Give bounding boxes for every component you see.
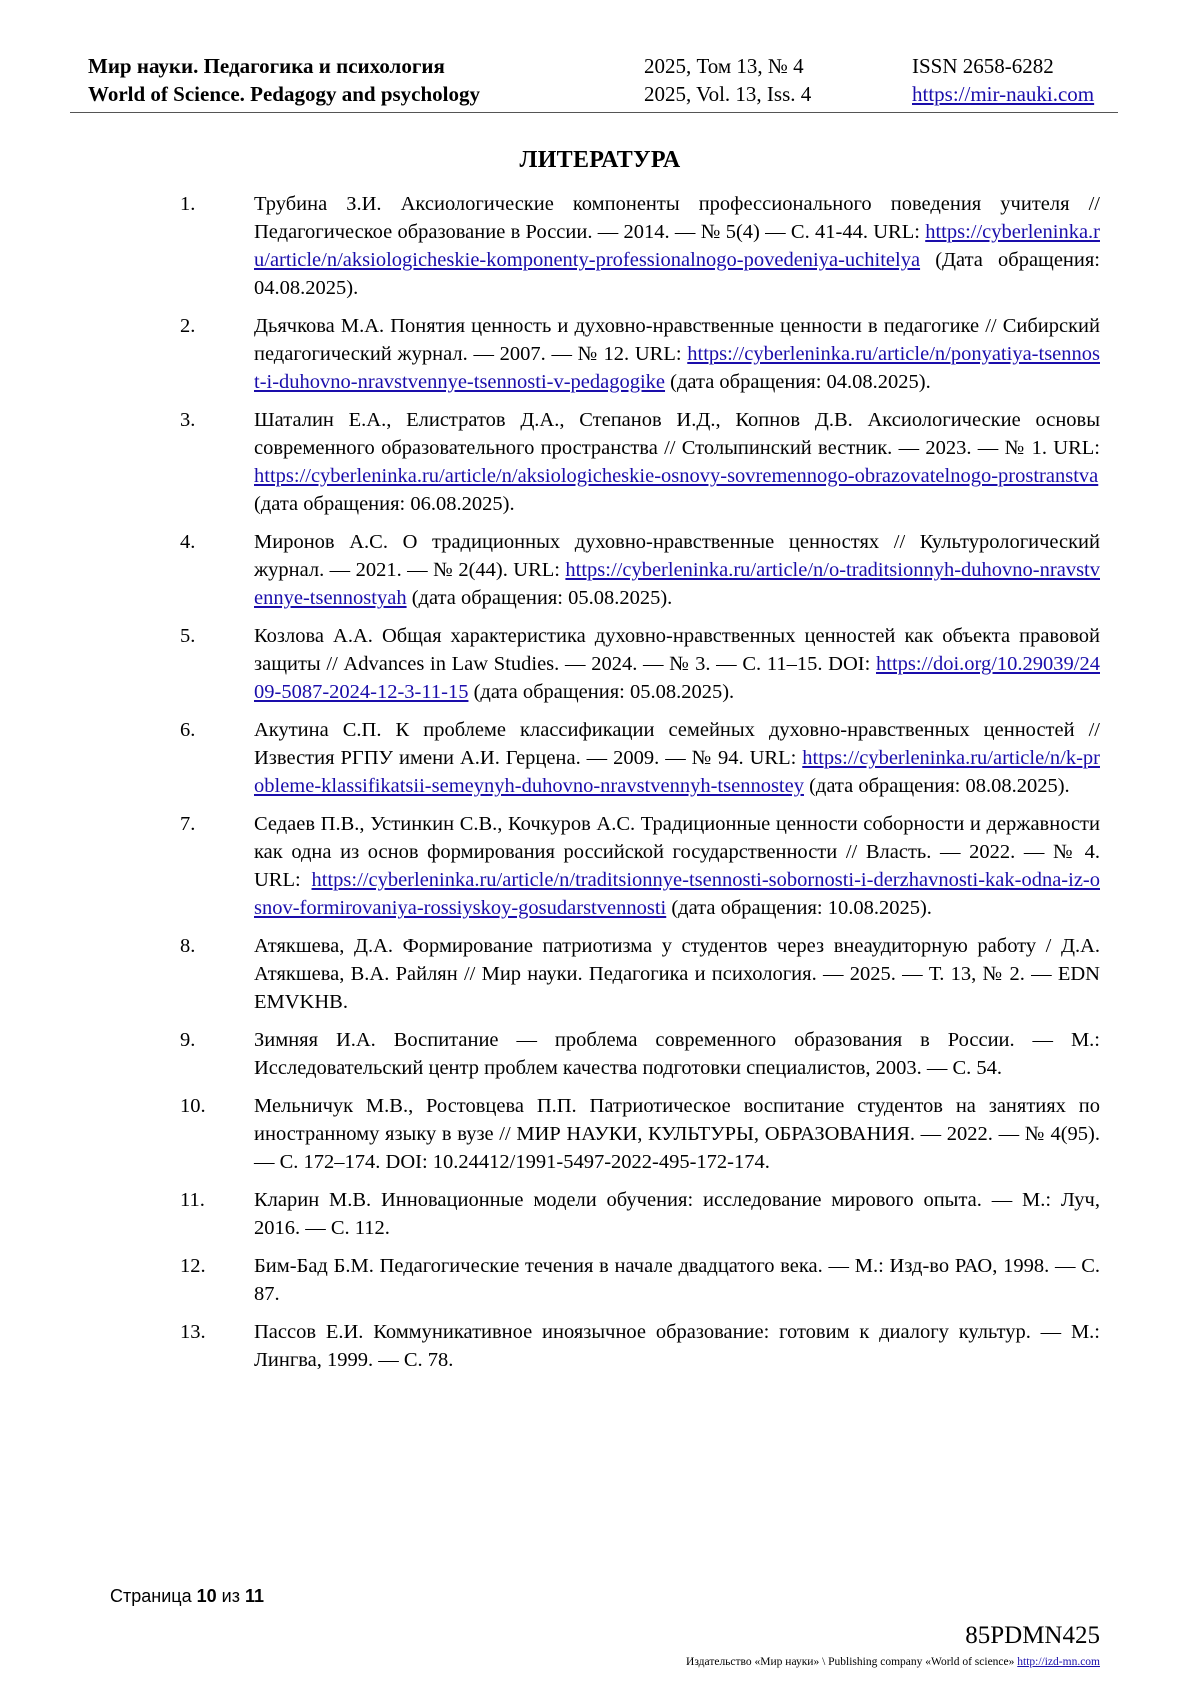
- reference-item: [180, 1186, 1100, 1242]
- reference-number: 9.: [180, 1029, 196, 1051]
- reference-citation: Миронов А.С. О традиционных духовно-нравственные ценностях // Культурологический журнал. — 2021. — № 2(44). URL:: [254, 531, 1100, 581]
- reference-access-date: (дата обращения: 05.08.2025).: [406, 587, 673, 609]
- reference-item: [180, 190, 1100, 302]
- reference-item: [180, 1318, 1100, 1374]
- page-current: 10: [196, 1586, 217, 1606]
- reference-text: [254, 528, 1100, 612]
- reference-item: [180, 622, 1100, 706]
- issue-info-en: 2025, Vol. 13, Iss. 4: [644, 82, 812, 106]
- reference-citation: Трубина З.И. Аксиологические компоненты профессионального поведения учителя // Педагогическое образование в России. — 2014. — № 5(4) — С. 41-44. URL:: [254, 193, 1100, 243]
- issue-info-ru: 2025, Том 13, № 4: [644, 54, 804, 78]
- reference-text: [254, 1092, 1100, 1176]
- reference-citation: Атякшева, Д.А. Формирование патриотизма у студентов через внеаудиторную работу / Д.А. Атякшева, В.А. Райлян // Мир науки. Педагогика и психология. — 2025. — Т. 13, № 2. — EDN EMVKHB.: [254, 935, 1100, 1013]
- reference-number: 4.: [180, 531, 196, 553]
- reference-number: 10.: [180, 1095, 206, 1117]
- header-row-en: [88, 80, 1120, 108]
- reference-text: [254, 1318, 1100, 1374]
- reference-citation: Кларин М.В. Инновационные модели обучения: исследование мирового опыта. — М.: Луч, 2016. — С. 112.: [254, 1189, 1100, 1239]
- reference-citation: Пассов Е.И. Коммуникативное иноязычное образование: готовим к диалогу культур. — М.: Лингва, 1999. — С. 78.: [254, 1321, 1100, 1371]
- reference-text: [254, 1186, 1100, 1242]
- reference-text: [254, 810, 1100, 922]
- journal-site-link[interactable]: https://mir-nauki.com: [912, 82, 1095, 106]
- reference-text: [254, 312, 1100, 396]
- reference-access-date: (дата обращения: 08.08.2025).: [803, 775, 1070, 797]
- reference-item: [180, 1092, 1100, 1176]
- publisher-line: [686, 1656, 1100, 1668]
- reference-number: 6.: [180, 719, 196, 741]
- reference-item: [180, 716, 1100, 800]
- reference-number: 1.: [180, 193, 196, 215]
- reference-number: 7.: [180, 813, 196, 835]
- reference-number: 5.: [180, 625, 196, 647]
- reference-text: [254, 1026, 1100, 1082]
- section-title: ЛИТЕРАТУРА: [519, 147, 681, 173]
- reference-list: [180, 190, 1100, 1384]
- page-counter: [110, 1586, 264, 1607]
- reference-text: [254, 406, 1100, 518]
- journal-header: [88, 52, 1120, 108]
- reference-link[interactable]: https://doi.org/10.29039/2409-5087-2024-12-3-11-15: [254, 653, 1100, 703]
- reference-access-date: (дата обращения: 04.08.2025).: [665, 371, 931, 393]
- reference-number: 2.: [180, 315, 196, 337]
- issn: ISSN 2658-6282: [912, 54, 1054, 78]
- reference-link[interactable]: https://cyberleninka.ru/article/n/o-traditsionnyh-duhovno-nravstvennye-tsennostyah: [254, 559, 1100, 609]
- reference-number: 3.: [180, 409, 196, 431]
- reference-number: 12.: [180, 1255, 206, 1277]
- reference-access-date: (Дата обращения: 04.08.2025).: [254, 249, 1100, 299]
- header-row-ru: [88, 52, 1120, 80]
- reference-number: 11.: [180, 1189, 205, 1211]
- article-code: 85PDMN425: [965, 1622, 1100, 1649]
- reference-link[interactable]: https://cyberleninka.ru/article/n/k-probleme-klassifikatsii-semeynyh-duhovno-nravstvennyh-tsennostey: [254, 747, 1100, 797]
- reference-text: [254, 622, 1100, 706]
- reference-item: [180, 312, 1100, 396]
- journal-title-ru: Мир науки. Педагогика и психология: [88, 54, 445, 78]
- reference-text: [254, 716, 1100, 800]
- reference-citation: Зимняя И.А. Воспитание — проблема современного образования в России. — М.: Исследовательский центр проблем качества подготовки специалистов, 2003. — С. 54.: [254, 1029, 1100, 1079]
- reference-item: [180, 1252, 1100, 1308]
- reference-item: [180, 810, 1100, 922]
- publisher-link[interactable]: http://izd-mn.com: [1017, 1656, 1100, 1668]
- publisher-text: Издательство «Мир науки» \ Publishing company «World of science»: [686, 1656, 1015, 1668]
- reference-number: 8.: [180, 935, 196, 957]
- reference-access-date: (дата обращения: 05.08.2025).: [468, 681, 735, 703]
- reference-citation: Седаев П.В., Устинкин С.В., Кочкуров А.С. Традиционные ценности соборности и державности как одна из основ формирования российской государственности // Власть. — 2022. — № 4. URL:: [254, 813, 1100, 891]
- reference-citation: Козлова А.А. Общая характеристика духовно-нравственных ценностей как объекта правовой защиты // Advances in Law Studies. — 2024. — № 3. — С. 11–15. DOI:: [254, 625, 1100, 675]
- page-of: из: [221, 1586, 240, 1606]
- reference-citation: Акутина С.П. К проблеме классификации семейных духовно-нравственных ценностей // Известия РГПУ имени А.И. Герцена. — 2009. — № 94. URL:: [254, 719, 1100, 769]
- reference-item: [180, 528, 1100, 612]
- reference-link[interactable]: https://cyberleninka.ru/article/n/ponyatiya-tsennost-i-duhovno-nravstvennye-tsennosti-v-pedagogike: [254, 343, 1100, 393]
- page-prefix: Страница: [110, 1586, 192, 1606]
- journal-title-en: World of Science. Pedagogy and psychology: [88, 82, 481, 106]
- reference-citation: Шаталин Е.А., Елистратов Д.А., Степанов И.Д., Копнов Д.В. Аксиологические основы современного образовательного пространства // Столыпинский вестник. — 2023. — № 1. URL:: [254, 409, 1100, 459]
- reference-link[interactable]: https://cyberleninka.ru/article/n/traditsionnye-tsennosti-sobornosti-i-derzhavnosti-kak-odna-iz-osnov-formirovaniya-rossiyskoy-gosudarstvennosti: [254, 869, 1100, 919]
- reference-item: [180, 406, 1100, 518]
- header-divider: [70, 112, 1118, 113]
- reference-number: 13.: [180, 1321, 206, 1343]
- reference-text: [254, 932, 1100, 1016]
- reference-text: [254, 190, 1100, 302]
- reference-citation: Дьячкова М.А. Понятия ценность и духовно-нравственные ценности в педагогике // Сибирский педагогический журнал. — 2007. — № 12. URL:: [254, 315, 1100, 365]
- reference-citation: Бим-Бад Б.М. Педагогические течения в начале двадцатого века. — М.: Изд-во РАО, 1998. — С. 87.: [254, 1255, 1100, 1305]
- reference-link[interactable]: https://cyberleninka.ru/article/n/aksiologicheskie-osnovy-sovremennogo-obrazovatelnogo-prostranstva: [254, 465, 1099, 487]
- reference-access-date: (дата обращения: 06.08.2025).: [254, 493, 515, 515]
- reference-citation: Мельничук М.В., Ростовцева П.П. Патриотическое воспитание студентов на занятиях по иностранному языку в вузе // МИР НАУКИ, КУЛЬТУРЫ, ОБРАЗОВАНИЯ. — 2022. — № 4(95). — С. 172–174. DOI: 10.24412/1991-5497-2022-495-172-174.: [254, 1095, 1100, 1173]
- reference-text: [254, 1252, 1100, 1308]
- reference-item: [180, 1026, 1100, 1082]
- reference-item: [180, 932, 1100, 1016]
- page-total: 11: [244, 1586, 265, 1606]
- reference-access-date: (дата обращения: 10.08.2025).: [666, 897, 932, 919]
- reference-link[interactable]: https://cyberleninka.ru/article/n/aksiologicheskie-komponenty-professionalnogo-povedeniya-uchitelya: [254, 221, 1100, 271]
